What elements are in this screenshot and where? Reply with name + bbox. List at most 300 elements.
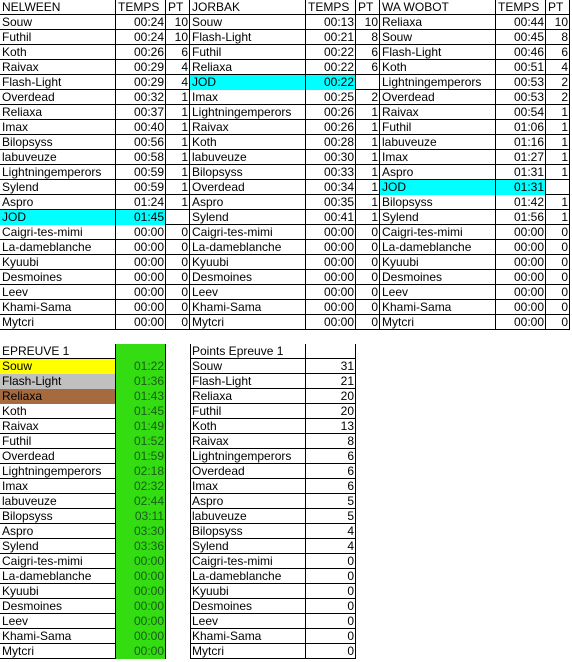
total-time-cell[interactable]: 01:36 (116, 374, 166, 389)
total-time-cell[interactable]: 01:52 (116, 434, 166, 449)
header-name[interactable]: Points Epreuve 1 (192, 344, 284, 358)
time-cell[interactable]: 00:56 (133, 135, 164, 149)
points-cell[interactable]: 1 (561, 105, 568, 119)
total-time-cell[interactable]: 03:11 (116, 509, 166, 524)
player-name[interactable]: Leev (2, 285, 29, 299)
header-temps[interactable]: TEMPS (118, 0, 160, 14)
player-name[interactable]: Koth (192, 419, 217, 433)
points-cell[interactable]: 1 (181, 180, 188, 194)
player-name[interactable]: Futhil (2, 434, 32, 448)
points-cell[interactable]: 2 (371, 90, 378, 104)
player-name[interactable]: Mytcri (192, 644, 224, 658)
total-time-cell[interactable]: 01:59 (116, 449, 166, 464)
points-cell[interactable]: 4 (561, 60, 568, 74)
player-name[interactable]: Flash-Light (192, 30, 252, 44)
player-name[interactable]: Souw (2, 15, 33, 29)
player-name[interactable]: Caigri-tes-mimi (2, 554, 83, 568)
player-name[interactable]: Khami-Sama (2, 300, 72, 314)
player-name[interactable]: La-dameblanche (192, 240, 282, 254)
time-cell[interactable]: 00:40 (133, 120, 164, 134)
time-cell[interactable]: 01:27 (513, 150, 544, 164)
total-time-cell[interactable]: 03:36 (116, 539, 166, 554)
player-name[interactable]: Kyuubi (382, 255, 419, 269)
total-time-cell[interactable]: 02:44 (116, 494, 166, 509)
time-cell[interactable]: 00:00 (513, 300, 544, 314)
player-name[interactable]: Souw (0, 359, 116, 374)
player-name[interactable]: Imax (192, 479, 219, 493)
points-cell[interactable]: 10 (174, 30, 188, 44)
total-time-cell[interactable]: 03:30 (116, 524, 166, 539)
points-total-cell[interactable]: 20 (340, 389, 354, 403)
time-cell[interactable]: 00:00 (133, 270, 164, 284)
player-name[interactable]: Lightningemperors (2, 165, 102, 179)
table-row (0, 359, 166, 374)
points-cell[interactable]: 4 (181, 75, 188, 89)
points-cell[interactable]: 1 (371, 165, 378, 179)
player-name[interactable]: Souw (192, 359, 223, 373)
table-row (190, 150, 380, 165)
points-total-cell[interactable]: 4 (347, 524, 354, 538)
player-name[interactable]: Futhil (2, 30, 32, 44)
player-name[interactable]: Raivax (2, 60, 39, 74)
points-cell[interactable]: 1 (181, 90, 188, 104)
points-cell[interactable]: 0 (561, 315, 568, 329)
table-row (0, 300, 190, 315)
time-cell[interactable]: 01:56 (513, 210, 544, 224)
player-name[interactable]: Raivax (382, 105, 419, 119)
player-name[interactable]: La-dameblanche (2, 569, 92, 583)
points-cell[interactable]: 1 (181, 150, 188, 164)
player-name[interactable]: Desmoines (2, 599, 63, 613)
time-cell[interactable]: 00:51 (513, 60, 544, 74)
time-cell[interactable]: 00:25 (323, 90, 354, 104)
points-cell[interactable]: 1 (371, 150, 378, 164)
time-cell[interactable]: 00:00 (133, 255, 164, 269)
time-cell[interactable]: 00:22 (323, 60, 354, 74)
total-time-cell[interactable]: 01:22 (116, 359, 166, 374)
table-row (0, 165, 190, 180)
player-name[interactable]: Overdead (2, 90, 55, 104)
table-row (190, 629, 356, 644)
time-cell[interactable]: 01:42 (513, 195, 544, 209)
points-total-cell[interactable]: 13 (340, 419, 354, 433)
player-name[interactable]: Sylend (382, 210, 419, 224)
player-name[interactable]: Lightningemperors (2, 464, 102, 478)
header-name[interactable]: EPREUVE 1 (2, 344, 70, 358)
header-pt[interactable]: PT (358, 0, 374, 14)
time-cell[interactable]: 00:41 (323, 210, 354, 224)
total-time-cell[interactable]: 00:00 (116, 599, 166, 614)
time-cell[interactable]: 01:06 (513, 120, 544, 134)
header-name[interactable]: JORBAK (192, 0, 241, 14)
points-total-cell[interactable]: 21 (340, 374, 354, 388)
total-time-cell[interactable]: 02:32 (116, 479, 166, 494)
points-cell[interactable] (546, 180, 570, 195)
points-cell[interactable]: 6 (561, 45, 568, 59)
player-name[interactable]: Bilopsyss (192, 165, 243, 179)
player-name[interactable]: Mytcri (382, 315, 414, 329)
time-cell[interactable]: 00:00 (133, 300, 164, 314)
player-name[interactable]: Souw (192, 15, 223, 29)
time-cell[interactable]: 00:53 (513, 75, 544, 89)
player-name[interactable]: Futhil (382, 120, 412, 134)
points-cell[interactable]: 0 (181, 225, 188, 239)
points-cell[interactable]: 0 (561, 270, 568, 284)
table-row (0, 45, 190, 60)
points-cell[interactable]: 0 (561, 225, 568, 239)
player-name[interactable]: Reliaxa (0, 389, 116, 404)
points-cell[interactable]: 0 (371, 255, 378, 269)
player-name[interactable]: Raivax (192, 120, 229, 134)
player-name[interactable]: Aspro (2, 524, 34, 538)
player-name[interactable]: Overdead (192, 180, 245, 194)
player-name[interactable]: Reliaxa (192, 389, 233, 403)
points-cell[interactable]: 2 (561, 75, 568, 89)
points-total-cell[interactable]: 0 (347, 629, 354, 643)
points-cell[interactable]: 1 (181, 105, 188, 119)
player-name[interactable]: Caigri-tes-mimi (192, 225, 273, 239)
time-cell[interactable]: 00:59 (133, 165, 164, 179)
time-cell[interactable]: 00:00 (513, 255, 544, 269)
player-name[interactable]: Reliaxa (2, 105, 43, 119)
points-cell[interactable] (356, 75, 380, 90)
total-time-cell[interactable]: 00:00 (116, 584, 166, 599)
time-cell[interactable]: 00:29 (133, 75, 164, 89)
total-time-cell[interactable]: 01:43 (116, 389, 166, 404)
total-time-cell[interactable]: 00:00 (116, 569, 166, 584)
points-cell[interactable]: 1 (181, 135, 188, 149)
time-cell[interactable]: 00:28 (323, 135, 354, 149)
points-total-cell[interactable]: 0 (347, 599, 354, 613)
table-row (380, 105, 570, 120)
table-row (380, 15, 570, 30)
time-cell[interactable]: 00:00 (513, 270, 544, 284)
time-cell[interactable]: 00:00 (513, 285, 544, 299)
player-name[interactable]: Flash-Light (2, 75, 62, 89)
player-name[interactable]: Kyuubi (2, 584, 39, 598)
time-cell[interactable]: 00:59 (133, 180, 164, 194)
time-cell[interactable]: 00:00 (323, 285, 354, 299)
player-name[interactable]: Overdead (192, 464, 245, 478)
points-cell[interactable]: 0 (181, 255, 188, 269)
time-cell[interactable]: 01:31 (496, 180, 546, 195)
time-cell[interactable]: 00:24 (133, 30, 164, 44)
player-name[interactable]: Imax (382, 150, 409, 164)
points-cell[interactable]: 1 (371, 180, 378, 194)
time-cell[interactable]: 00:29 (133, 60, 164, 74)
header-temps[interactable]: TEMPS (308, 0, 350, 14)
total-time-cell[interactable]: 00:00 (116, 629, 166, 644)
time-cell[interactable]: 00:30 (323, 150, 354, 164)
points-cell[interactable]: 0 (561, 300, 568, 314)
player-name[interactable]: Mytcri (192, 315, 224, 329)
player-name[interactable]: Overdead (2, 449, 55, 463)
player-name[interactable]: Bilopsyss (2, 135, 53, 149)
table-row (0, 569, 166, 584)
player-name[interactable]: Caigri-tes-mimi (192, 554, 273, 568)
player-name[interactable]: Koth (382, 60, 407, 74)
player-name[interactable]: Lightningemperors (382, 75, 482, 89)
player-name[interactable]: Imax (2, 120, 29, 134)
points-cell[interactable]: 10 (174, 15, 188, 29)
time-cell[interactable]: 00:00 (323, 300, 354, 314)
points-cell[interactable]: 1 (371, 120, 378, 134)
time-cell[interactable]: 00:21 (323, 30, 354, 44)
points-cell[interactable]: 0 (371, 225, 378, 239)
table-row (190, 389, 356, 404)
time-cell[interactable]: 00:33 (323, 165, 354, 179)
player-name[interactable]: Flash-Light (382, 45, 442, 59)
total-time-cell[interactable]: 00:00 (116, 644, 166, 659)
header-pt[interactable]: PT (548, 0, 564, 14)
time-cell[interactable]: 00:13 (323, 15, 354, 29)
player-name[interactable]: Khami-Sama (2, 629, 72, 643)
player-name[interactable]: Imax (2, 479, 29, 493)
points-total-cell[interactable]: 6 (347, 464, 354, 478)
player-name[interactable]: Desmoines (2, 270, 63, 284)
points-cell[interactable]: 1 (561, 135, 568, 149)
player-name[interactable]: Souw (382, 30, 413, 44)
time-cell[interactable]: 00:00 (513, 225, 544, 239)
points-cell[interactable]: 1 (561, 150, 568, 164)
points-cell[interactable]: 6 (371, 60, 378, 74)
player-name[interactable]: Futhil (192, 45, 222, 59)
player-name[interactable]: Bilopsyss (2, 509, 53, 523)
time-cell[interactable]: 00:26 (133, 45, 164, 59)
player-name[interactable]: Aspro (382, 165, 414, 179)
points-cell[interactable]: 1 (181, 165, 188, 179)
points-cell[interactable]: 0 (561, 240, 568, 254)
time-cell[interactable]: 00:45 (513, 30, 544, 44)
player-name[interactable]: Sylend (192, 210, 229, 224)
points-cell[interactable]: 1 (561, 165, 568, 179)
player-name[interactable]: Raivax (192, 434, 229, 448)
points-cell[interactable]: 0 (371, 240, 378, 254)
player-name[interactable]: Koth (2, 404, 27, 418)
player-name[interactable]: Leev (192, 614, 219, 628)
header-pt[interactable]: PT (168, 0, 184, 14)
points-cell[interactable]: 1 (561, 195, 568, 209)
player-name[interactable]: La-dameblanche (192, 569, 282, 583)
points-cell[interactable]: 0 (561, 285, 568, 299)
time-cell[interactable]: 00:00 (323, 225, 354, 239)
time-cell[interactable]: 00:46 (513, 45, 544, 59)
points-cell[interactable]: 10 (364, 15, 378, 29)
points-cell[interactable]: 6 (371, 45, 378, 59)
player-name[interactable]: Raivax (2, 419, 39, 433)
player-name[interactable]: Aspro (2, 195, 34, 209)
player-name[interactable]: Kyuubi (192, 584, 229, 598)
time-cell[interactable]: 01:24 (133, 195, 164, 209)
time-cell[interactable]: 01:16 (513, 135, 544, 149)
points-cell[interactable]: 0 (181, 285, 188, 299)
points-cell[interactable]: 8 (561, 30, 568, 44)
player-name[interactable]: Kyuubi (2, 255, 39, 269)
player-name[interactable]: Reliaxa (192, 60, 233, 74)
points-cell[interactable]: 0 (181, 270, 188, 284)
time-cell[interactable]: 00:34 (323, 180, 354, 194)
table-row (0, 404, 166, 419)
time-cell[interactable]: 00:00 (513, 240, 544, 254)
points-cell[interactable] (166, 210, 190, 225)
player-name[interactable]: Leev (2, 614, 29, 628)
player-name[interactable]: Bilopsyss (382, 195, 433, 209)
total-time-cell[interactable]: 00:00 (116, 614, 166, 629)
points-cell[interactable]: 0 (371, 285, 378, 299)
points-cell[interactable]: 6 (181, 45, 188, 59)
table-row (380, 270, 570, 285)
time-cell[interactable]: 00:44 (513, 15, 544, 29)
player-name[interactable]: Sylend (2, 180, 39, 194)
player-name[interactable]: Koth (2, 45, 27, 59)
player-name[interactable]: Desmoines (192, 270, 253, 284)
player-name[interactable]: Flash-Light (0, 374, 116, 389)
time-cell[interactable]: 00:00 (323, 240, 354, 254)
player-name[interactable]: Mytcri (2, 315, 34, 329)
player-name[interactable]: La-dameblanche (382, 240, 472, 254)
table-row (0, 599, 166, 614)
player-name[interactable]: Flash-Light (192, 374, 252, 388)
time-cell[interactable]: 00:00 (323, 255, 354, 269)
player-name[interactable]: Futhil (192, 404, 222, 418)
player-name[interactable]: labuveuze (2, 494, 57, 508)
points-total-cell[interactable]: 31 (340, 359, 354, 373)
points-total-cell[interactable]: 0 (347, 569, 354, 583)
player-name[interactable]: Kyuubi (192, 255, 229, 269)
points-cell[interactable]: 0 (181, 315, 188, 329)
player-name[interactable]: Khami-Sama (192, 629, 262, 643)
time-cell[interactable]: 01:45 (116, 210, 166, 225)
player-name[interactable]: JOD (380, 180, 496, 195)
player-name[interactable]: Khami-Sama (192, 300, 262, 314)
player-name[interactable]: Bilopsyss (192, 524, 243, 538)
points-cell[interactable]: 0 (371, 315, 378, 329)
player-name[interactable]: JOD (190, 75, 306, 90)
header-row (0, 344, 166, 359)
player-name[interactable]: labuveuze (382, 135, 437, 149)
points-cell[interactable]: 1 (371, 135, 378, 149)
time-cell[interactable]: 00:24 (133, 15, 164, 29)
points-cell[interactable]: 1 (561, 210, 568, 224)
time-cell[interactable]: 00:22 (306, 75, 356, 90)
time-cell[interactable]: 00:26 (323, 120, 354, 134)
time-cell[interactable]: 00:00 (133, 240, 164, 254)
player-name[interactable]: Lightningemperors (192, 449, 292, 463)
points-cell[interactable]: 0 (371, 270, 378, 284)
player-name[interactable]: Aspro (192, 195, 224, 209)
player-name[interactable]: Koth (192, 135, 217, 149)
points-cell[interactable]: 1 (181, 195, 188, 209)
player-name[interactable]: Desmoines (192, 599, 253, 613)
player-name[interactable]: La-dameblanche (2, 240, 92, 254)
time-cell[interactable]: 00:35 (323, 195, 354, 209)
points-cell[interactable]: 0 (371, 300, 378, 314)
time-cell[interactable]: 00:37 (133, 105, 164, 119)
time-cell[interactable]: 01:31 (513, 165, 544, 179)
points-total-cell[interactable]: 4 (347, 539, 354, 553)
points-cell[interactable]: 8 (371, 30, 378, 44)
player-name[interactable]: Aspro (192, 494, 224, 508)
points-cell[interactable]: 1 (371, 105, 378, 119)
time-cell[interactable]: 00:00 (513, 315, 544, 329)
player-name[interactable]: Sylend (192, 539, 229, 553)
points-total-cell[interactable]: 0 (347, 584, 354, 598)
time-cell[interactable]: 00:00 (323, 315, 354, 329)
player-name[interactable]: Sylend (2, 539, 39, 553)
points-cell[interactable]: 0 (181, 300, 188, 314)
player-name[interactable]: Khami-Sama (382, 300, 452, 314)
points-total-cell[interactable]: 0 (347, 614, 354, 628)
table-row (190, 75, 380, 90)
points-cell[interactable]: 4 (181, 60, 188, 74)
points-total-cell[interactable]: 6 (347, 449, 354, 463)
table-row (0, 494, 166, 509)
table-row (0, 270, 190, 285)
player-name[interactable]: JOD (0, 210, 116, 225)
player-name[interactable]: labuveuze (2, 150, 57, 164)
points-total-cell[interactable]: 0 (347, 554, 354, 568)
points-total-cell[interactable]: 5 (347, 509, 354, 523)
player-name[interactable]: labuveuze (192, 509, 247, 523)
time-cell[interactable]: 00:58 (133, 150, 164, 164)
total-time-cell[interactable]: 02:18 (116, 464, 166, 479)
points-cell[interactable]: 0 (561, 255, 568, 269)
player-name[interactable]: Reliaxa (382, 15, 423, 29)
points-cell[interactable]: 1 (561, 120, 568, 134)
time-cell[interactable]: 00:54 (513, 105, 544, 119)
header-name[interactable]: NELWEEN (2, 0, 61, 14)
player-name[interactable]: Caigri-tes-mimi (2, 225, 83, 239)
header-name[interactable]: WA WOBOT (382, 0, 449, 14)
header-temps[interactable]: TEMPS (498, 0, 540, 14)
points-cell[interactable]: 10 (554, 15, 568, 29)
points-total-cell[interactable]: 6 (347, 479, 354, 493)
points-cell[interactable]: 1 (371, 210, 378, 224)
time-cell[interactable]: 00:26 (323, 105, 354, 119)
total-time-cell[interactable]: 01:49 (116, 419, 166, 434)
player-name[interactable]: Overdead (382, 90, 435, 104)
player-name[interactable]: Leev (382, 285, 409, 299)
time-cell[interactable]: 00:53 (513, 90, 544, 104)
points-cell[interactable]: 1 (371, 195, 378, 209)
points-total-cell[interactable]: 8 (347, 434, 354, 448)
points-cell[interactable]: 2 (561, 90, 568, 104)
player-name[interactable]: Leev (192, 285, 219, 299)
time-cell[interactable]: 00:00 (133, 285, 164, 299)
time-cell[interactable]: 00:32 (133, 90, 164, 104)
time-cell[interactable]: 00:22 (323, 45, 354, 59)
points-cell[interactable]: 1 (181, 120, 188, 134)
header-time-blank[interactable] (116, 344, 166, 359)
player-name[interactable]: Mytcri (2, 644, 34, 658)
table-row (380, 150, 570, 165)
time-cell[interactable]: 00:00 (133, 315, 164, 329)
points-total-cell[interactable]: 5 (347, 494, 354, 508)
points-cell[interactable]: 0 (181, 240, 188, 254)
total-time-cell[interactable]: 00:00 (116, 554, 166, 569)
player-name[interactable]: Imax (192, 90, 219, 104)
column-divider (305, 344, 306, 659)
total-time-cell[interactable]: 01:45 (116, 404, 166, 419)
player-name[interactable]: labuveuze (192, 150, 247, 164)
player-name[interactable]: Caigri-tes-mimi (382, 225, 463, 239)
time-cell[interactable]: 00:00 (323, 270, 354, 284)
player-name[interactable]: Lightningemperors (192, 105, 292, 119)
player-name[interactable]: Desmoines (382, 270, 443, 284)
points-total-cell[interactable]: 0 (347, 644, 354, 658)
time-cell[interactable]: 00:00 (133, 225, 164, 239)
points-total-cell[interactable]: 20 (340, 404, 354, 418)
